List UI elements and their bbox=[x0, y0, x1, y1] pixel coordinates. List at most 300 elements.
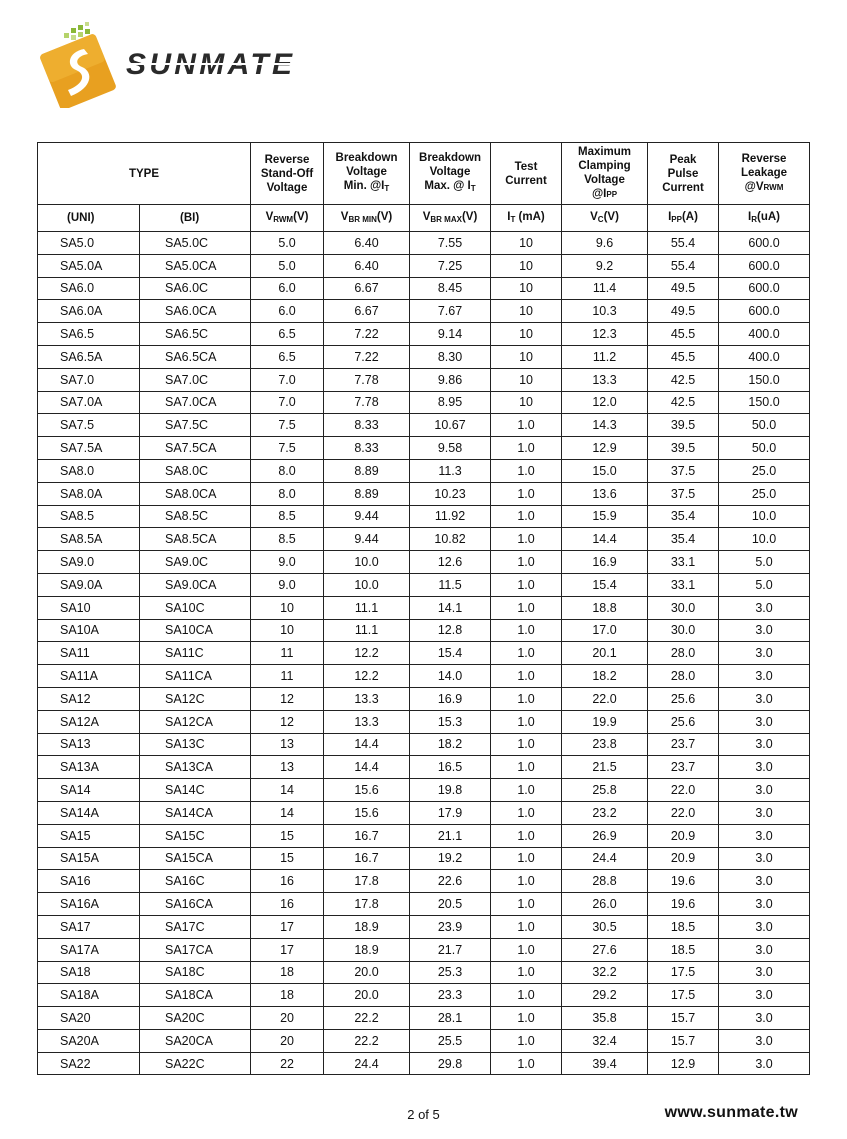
peak-pulse-current-cell: 20.9 bbox=[648, 847, 719, 870]
leakage-current-cell: 150.0 bbox=[719, 368, 810, 391]
test-current-cell: 1.0 bbox=[491, 733, 562, 756]
vrwm-cell: 16 bbox=[251, 893, 324, 916]
leakage-current-cell: 3.0 bbox=[719, 824, 810, 847]
clamping-voltage-cell: 14.3 bbox=[562, 414, 648, 437]
vbr-min-cell: 7.22 bbox=[324, 323, 410, 346]
uni-type-cell: SA18A bbox=[38, 984, 140, 1007]
clamping-voltage-cell: 32.4 bbox=[562, 1029, 648, 1052]
clamping-voltage-cell: 32.2 bbox=[562, 961, 648, 984]
uni-type-cell: SA11 bbox=[38, 642, 140, 665]
clamping-voltage-cell: 11.4 bbox=[562, 277, 648, 300]
vbr-max-cell: 19.8 bbox=[410, 779, 491, 802]
table-row bbox=[38, 1052, 810, 1075]
uni-type-cell: SA12 bbox=[38, 687, 140, 710]
clamping-voltage-cell: 13.6 bbox=[562, 482, 648, 505]
vbr-min-cell: 17.8 bbox=[324, 893, 410, 916]
vbr-max-cell: 12.6 bbox=[410, 551, 491, 574]
uni-type-cell: SA9.0 bbox=[38, 551, 140, 574]
bi-type-cell: SA11CA bbox=[140, 665, 251, 688]
vbr-max-cell: 23.3 bbox=[410, 984, 491, 1007]
uni-type-cell: SA5.0 bbox=[38, 232, 140, 255]
vbr-max-cell: 14.0 bbox=[410, 665, 491, 688]
bi-type-cell: SA16C bbox=[140, 870, 251, 893]
vrwm-cell: 6.5 bbox=[251, 345, 324, 368]
table-row bbox=[38, 665, 810, 688]
vbr-max-cell: 15.4 bbox=[410, 642, 491, 665]
peak-pulse-current-cell: 35.4 bbox=[648, 505, 719, 528]
test-current-cell: 10 bbox=[491, 368, 562, 391]
test-current-cell: 1.0 bbox=[491, 596, 562, 619]
leakage-current-cell: 3.0 bbox=[719, 870, 810, 893]
clamping-voltage-cell: 19.9 bbox=[562, 710, 648, 733]
vbr-min-cell: 16.7 bbox=[324, 847, 410, 870]
bi-type-cell: SA17CA bbox=[140, 938, 251, 961]
table-row bbox=[38, 961, 810, 984]
table-row bbox=[38, 1007, 810, 1030]
vbr-min-cell: 6.67 bbox=[324, 300, 410, 323]
clamping-voltage-cell: 26.9 bbox=[562, 824, 648, 847]
test-current-cell: 1.0 bbox=[491, 687, 562, 710]
vbr-max-cell: 8.95 bbox=[410, 391, 491, 414]
test-current-cell: 1.0 bbox=[491, 756, 562, 779]
vbr-min-cell: 22.2 bbox=[324, 1029, 410, 1052]
bi-type-cell: SA20C bbox=[140, 1007, 251, 1030]
vbr-max-cell: 18.2 bbox=[410, 733, 491, 756]
vbr-min-cell: 24.4 bbox=[324, 1052, 410, 1075]
peak-pulse-current-cell: 37.5 bbox=[648, 482, 719, 505]
vrwm-cell: 18 bbox=[251, 984, 324, 1007]
header-row bbox=[38, 143, 810, 205]
table-row bbox=[38, 619, 810, 642]
peak-pulse-current-cell: 39.5 bbox=[648, 414, 719, 437]
vrwm-cell: 7.0 bbox=[251, 368, 324, 391]
uni-type-cell: SA6.5A bbox=[38, 345, 140, 368]
leakage-current-cell: 3.0 bbox=[719, 619, 810, 642]
test-current-cell: 1.0 bbox=[491, 1052, 562, 1075]
uni-type-cell: SA15 bbox=[38, 824, 140, 847]
table-row bbox=[38, 528, 810, 551]
peak-pulse-current-cell: 42.5 bbox=[648, 391, 719, 414]
peak-pulse-current-cell: 49.5 bbox=[648, 300, 719, 323]
vbr-min-cell: 17.8 bbox=[324, 870, 410, 893]
test-current-cell: 1.0 bbox=[491, 847, 562, 870]
electrical-characteristics-table bbox=[37, 142, 810, 1075]
test-current-cell: 10 bbox=[491, 345, 562, 368]
vbr-max-cell: 20.5 bbox=[410, 893, 491, 916]
vbr-min-cell: 12.2 bbox=[324, 665, 410, 688]
peak-pulse-current-cell: 55.4 bbox=[648, 232, 719, 255]
vbr-min-cell: 18.9 bbox=[324, 938, 410, 961]
vbr-max-cell: 23.9 bbox=[410, 915, 491, 938]
vbr-max-cell: 8.45 bbox=[410, 277, 491, 300]
clamping-voltage-cell: 23.8 bbox=[562, 733, 648, 756]
test-current-cell: 10 bbox=[491, 391, 562, 414]
leakage-current-cell: 3.0 bbox=[719, 961, 810, 984]
uni-unit: (UNI) bbox=[38, 205, 140, 232]
peak-pulse-current-cell: 19.6 bbox=[648, 870, 719, 893]
clamping-voltage-cell: 28.8 bbox=[562, 870, 648, 893]
test-current-cell: 1.0 bbox=[491, 893, 562, 916]
table-row bbox=[38, 756, 810, 779]
leakage-current-cell: 3.0 bbox=[719, 1007, 810, 1030]
clamping-voltage-cell: 16.9 bbox=[562, 551, 648, 574]
bi-type-cell: SA13C bbox=[140, 733, 251, 756]
uni-type-cell: SA20 bbox=[38, 1007, 140, 1030]
leakage-current-cell: 10.0 bbox=[719, 528, 810, 551]
leakage-current-cell: 600.0 bbox=[719, 232, 810, 255]
bi-type-cell: SA22C bbox=[140, 1052, 251, 1075]
vrwm-cell: 18 bbox=[251, 961, 324, 984]
vbr-max-cell: 16.5 bbox=[410, 756, 491, 779]
uni-type-cell: SA7.0A bbox=[38, 391, 140, 414]
leakage-current-cell: 3.0 bbox=[719, 642, 810, 665]
max-clamping-header: Maximum Clamping Voltage @IPP bbox=[562, 143, 648, 205]
peak-pulse-current-cell: 15.7 bbox=[648, 1029, 719, 1052]
vbr-max-cell: 21.1 bbox=[410, 824, 491, 847]
vrwm-cell: 10 bbox=[251, 596, 324, 619]
vbr-min-cell: 20.0 bbox=[324, 984, 410, 1007]
leakage-current-cell: 3.0 bbox=[719, 1029, 810, 1052]
breakdown-min-header: Breakdown Voltage Min. $@I_T$ bbox=[324, 143, 410, 205]
peak-pulse-current-cell: 20.9 bbox=[648, 824, 719, 847]
vbr-min-cell: 18.9 bbox=[324, 915, 410, 938]
clamping-voltage-cell: 15.4 bbox=[562, 573, 648, 596]
bi-type-cell: SA8.0C bbox=[140, 459, 251, 482]
bi-type-cell: SA7.0C bbox=[140, 368, 251, 391]
bi-type-cell: SA7.5CA bbox=[140, 437, 251, 460]
table-row bbox=[38, 870, 810, 893]
it-unit: $I_T$ (mA) bbox=[491, 205, 562, 232]
uni-type-cell: SA9.0A bbox=[38, 573, 140, 596]
bi-type-cell: SA12C bbox=[140, 687, 251, 710]
peak-pulse-current-cell: 55.4 bbox=[648, 254, 719, 277]
peak-pulse-current-cell: 37.5 bbox=[648, 459, 719, 482]
table-row bbox=[38, 368, 810, 391]
table-row bbox=[38, 232, 810, 255]
uni-type-cell: SA18 bbox=[38, 961, 140, 984]
units-row bbox=[38, 205, 810, 232]
vbr-min-cell: 10.0 bbox=[324, 573, 410, 596]
clamping-voltage-cell: 35.8 bbox=[562, 1007, 648, 1030]
ipp-unit: $I_{PP}(A)$ bbox=[648, 205, 719, 232]
table-row bbox=[38, 482, 810, 505]
clamping-voltage-cell: 11.2 bbox=[562, 345, 648, 368]
vrwm-cell: 5.0 bbox=[251, 232, 324, 255]
test-current-cell: 1.0 bbox=[491, 642, 562, 665]
bi-type-cell: SA18CA bbox=[140, 984, 251, 1007]
vbr-min-cell: 11.1 bbox=[324, 596, 410, 619]
vbr-min-cell: 14.4 bbox=[324, 733, 410, 756]
vbr-max-cell: 15.3 bbox=[410, 710, 491, 733]
clamping-voltage-cell: 12.3 bbox=[562, 323, 648, 346]
vrwm-cell: 22 bbox=[251, 1052, 324, 1075]
test-current-cell: 10 bbox=[491, 323, 562, 346]
vrwm-cell: 5.0 bbox=[251, 254, 324, 277]
vrwm-cell: 12 bbox=[251, 710, 324, 733]
table-row bbox=[38, 824, 810, 847]
test-current-cell: 1.0 bbox=[491, 801, 562, 824]
vrwm-cell: 17 bbox=[251, 938, 324, 961]
leakage-current-cell: 400.0 bbox=[719, 323, 810, 346]
vrwm-cell: 20 bbox=[251, 1007, 324, 1030]
test-current-cell: 1.0 bbox=[491, 779, 562, 802]
bi-type-cell: SA20CA bbox=[140, 1029, 251, 1052]
clamping-voltage-cell: 15.9 bbox=[562, 505, 648, 528]
vrwm-cell: 6.0 bbox=[251, 277, 324, 300]
table-row bbox=[38, 277, 810, 300]
vbr-max-cell: 28.1 bbox=[410, 1007, 491, 1030]
vbr-min-cell: 16.7 bbox=[324, 824, 410, 847]
uni-type-cell: SA7.5 bbox=[38, 414, 140, 437]
peak-pulse-current-cell: 30.0 bbox=[648, 596, 719, 619]
bi-type-cell: SA15CA bbox=[140, 847, 251, 870]
vbr-max-cell: 25.3 bbox=[410, 961, 491, 984]
clamping-voltage-cell: 23.2 bbox=[562, 801, 648, 824]
peak-pulse-current-cell: 18.5 bbox=[648, 915, 719, 938]
clamping-voltage-cell: 27.6 bbox=[562, 938, 648, 961]
leakage-current-cell: 3.0 bbox=[719, 596, 810, 619]
leakage-current-cell: 600.0 bbox=[719, 300, 810, 323]
clamping-voltage-cell: 20.1 bbox=[562, 642, 648, 665]
table-row bbox=[38, 391, 810, 414]
uni-type-cell: SA8.0 bbox=[38, 459, 140, 482]
peak-pulse-current-cell: 22.0 bbox=[648, 801, 719, 824]
bi-type-cell: SA8.5CA bbox=[140, 528, 251, 551]
table-row bbox=[38, 345, 810, 368]
peak-pulse-current-cell: 25.6 bbox=[648, 687, 719, 710]
vbr-max-cell: 10.82 bbox=[410, 528, 491, 551]
uni-type-cell: SA6.0 bbox=[38, 277, 140, 300]
vbr-min-cell: 13.3 bbox=[324, 710, 410, 733]
peak-pulse-current-cell: 33.1 bbox=[648, 573, 719, 596]
clamping-voltage-cell: 10.3 bbox=[562, 300, 648, 323]
clamping-voltage-cell: 24.4 bbox=[562, 847, 648, 870]
test-current-cell: 1.0 bbox=[491, 482, 562, 505]
table-row bbox=[38, 551, 810, 574]
peak-pulse-current-cell: 28.0 bbox=[648, 642, 719, 665]
vbr-min-cell: 22.2 bbox=[324, 1007, 410, 1030]
vbr-max-cell: 8.30 bbox=[410, 345, 491, 368]
vrwm-cell: 9.0 bbox=[251, 573, 324, 596]
table-row bbox=[38, 300, 810, 323]
uni-type-cell: SA6.0A bbox=[38, 300, 140, 323]
test-current-cell: 1.0 bbox=[491, 459, 562, 482]
vbr-max-cell: 11.3 bbox=[410, 459, 491, 482]
test-current-cell: 1.0 bbox=[491, 1029, 562, 1052]
test-current-cell: 1.0 bbox=[491, 710, 562, 733]
bi-type-cell: SA9.0CA bbox=[140, 573, 251, 596]
bi-type-cell: SA18C bbox=[140, 961, 251, 984]
clamping-voltage-cell: 12.9 bbox=[562, 437, 648, 460]
table-row bbox=[38, 573, 810, 596]
leakage-current-cell: 10.0 bbox=[719, 505, 810, 528]
peak-pulse-current-cell: 28.0 bbox=[648, 665, 719, 688]
table-row bbox=[38, 459, 810, 482]
clamping-voltage-cell: 26.0 bbox=[562, 893, 648, 916]
leakage-current-cell: 3.0 bbox=[719, 710, 810, 733]
breakdown-max-header: Breakdown Voltage Max. @ $I_T$ bbox=[410, 143, 491, 205]
vrwm-cell: 6.0 bbox=[251, 300, 324, 323]
clamping-voltage-cell: 14.4 bbox=[562, 528, 648, 551]
vrwm-cell: 11 bbox=[251, 665, 324, 688]
leakage-current-cell: 3.0 bbox=[719, 847, 810, 870]
leakage-current-cell: 3.0 bbox=[719, 915, 810, 938]
vrwm-cell: 8.0 bbox=[251, 482, 324, 505]
test-current-cell: 1.0 bbox=[491, 573, 562, 596]
uni-type-cell: SA14A bbox=[38, 801, 140, 824]
clamping-voltage-cell: 39.4 bbox=[562, 1052, 648, 1075]
vbr-max-cell: 10.67 bbox=[410, 414, 491, 437]
uni-type-cell: SA17A bbox=[38, 938, 140, 961]
peak-pulse-current-cell: 15.7 bbox=[648, 1007, 719, 1030]
vbr-max-cell: 17.9 bbox=[410, 801, 491, 824]
bi-type-cell: SA8.0CA bbox=[140, 482, 251, 505]
table-row bbox=[38, 733, 810, 756]
peak-pulse-current-cell: 35.4 bbox=[648, 528, 719, 551]
bi-type-cell: SA12CA bbox=[140, 710, 251, 733]
leakage-current-cell: 3.0 bbox=[719, 779, 810, 802]
vbr-max-cell: 11.92 bbox=[410, 505, 491, 528]
peak-pulse-current-cell: 49.5 bbox=[648, 277, 719, 300]
bi-type-cell: SA14C bbox=[140, 779, 251, 802]
uni-type-cell: SA16A bbox=[38, 893, 140, 916]
test-current-cell: 1.0 bbox=[491, 619, 562, 642]
vrwm-cell: 16 bbox=[251, 870, 324, 893]
sunmate-logo bbox=[38, 22, 300, 108]
vbr-max-cell: 16.9 bbox=[410, 687, 491, 710]
table-row bbox=[38, 938, 810, 961]
clamping-voltage-cell: 29.2 bbox=[562, 984, 648, 1007]
leakage-current-cell: 400.0 bbox=[719, 345, 810, 368]
table-row bbox=[38, 847, 810, 870]
leakage-current-cell: 3.0 bbox=[719, 1052, 810, 1075]
uni-type-cell: SA7.5A bbox=[38, 437, 140, 460]
test-current-cell: 1.0 bbox=[491, 528, 562, 551]
vrwm-cell: 14 bbox=[251, 779, 324, 802]
peak-pulse-header: Peak Pulse Current bbox=[648, 143, 719, 205]
vbr-min-cell: 7.78 bbox=[324, 391, 410, 414]
vbr-min-cell: 8.89 bbox=[324, 459, 410, 482]
ir-unit: $I_R(uA)$ bbox=[719, 205, 810, 232]
test-current-cell: 1.0 bbox=[491, 870, 562, 893]
bi-type-cell: SA10C bbox=[140, 596, 251, 619]
vrwm-cell: 15 bbox=[251, 824, 324, 847]
bi-type-cell: SA7.5C bbox=[140, 414, 251, 437]
leakage-current-cell: 3.0 bbox=[719, 733, 810, 756]
vrwm-cell: 14 bbox=[251, 801, 324, 824]
vbr-min-cell: 7.22 bbox=[324, 345, 410, 368]
table-body bbox=[38, 232, 810, 1075]
uni-type-cell: SA10A bbox=[38, 619, 140, 642]
vbr-max-cell: 14.1 bbox=[410, 596, 491, 619]
website-url[interactable]: www.sunmate.tw bbox=[664, 1104, 798, 1121]
test-current-cell: 1.0 bbox=[491, 961, 562, 984]
bi-type-cell: SA6.5CA bbox=[140, 345, 251, 368]
vbr-min-cell: 8.33 bbox=[324, 437, 410, 460]
bi-type-cell: SA8.5C bbox=[140, 505, 251, 528]
peak-pulse-current-cell: 23.7 bbox=[648, 733, 719, 756]
vbr-min-cell: 8.89 bbox=[324, 482, 410, 505]
test-current-cell: 1.0 bbox=[491, 437, 562, 460]
reverse-leakage-header: Reverse Leakage @VRWM bbox=[719, 143, 810, 205]
peak-pulse-current-cell: 45.5 bbox=[648, 323, 719, 346]
peak-pulse-current-cell: 17.5 bbox=[648, 961, 719, 984]
table-row bbox=[38, 505, 810, 528]
uni-type-cell: SA13 bbox=[38, 733, 140, 756]
clamping-voltage-cell: 17.0 bbox=[562, 619, 648, 642]
vbr-min-cell: 13.3 bbox=[324, 687, 410, 710]
leakage-current-cell: 3.0 bbox=[719, 801, 810, 824]
vbr-min-cell: 20.0 bbox=[324, 961, 410, 984]
bi-type-cell: SA10CA bbox=[140, 619, 251, 642]
bi-unit: (BI) bbox=[140, 205, 251, 232]
vrwm-unit: $V_{RWM}(V)$ bbox=[251, 205, 324, 232]
test-current-cell: 10 bbox=[491, 232, 562, 255]
test-current-cell: 1.0 bbox=[491, 938, 562, 961]
vbr-min-cell: 12.2 bbox=[324, 642, 410, 665]
vbr-min-cell: 11.1 bbox=[324, 619, 410, 642]
vrwm-cell: 11 bbox=[251, 642, 324, 665]
clamping-voltage-cell: 13.3 bbox=[562, 368, 648, 391]
bi-type-cell: SA17C bbox=[140, 915, 251, 938]
vbr-max-cell: 11.5 bbox=[410, 573, 491, 596]
peak-pulse-current-cell: 19.6 bbox=[648, 893, 719, 916]
leakage-current-cell: 3.0 bbox=[719, 893, 810, 916]
test-current-cell: 1.0 bbox=[491, 984, 562, 1007]
vbr-min-cell: 8.33 bbox=[324, 414, 410, 437]
vrwm-cell: 17 bbox=[251, 915, 324, 938]
leakage-current-cell: 150.0 bbox=[719, 391, 810, 414]
vrwm-cell: 6.5 bbox=[251, 323, 324, 346]
vrwm-cell: 12 bbox=[251, 687, 324, 710]
clamping-voltage-cell: 15.0 bbox=[562, 459, 648, 482]
clamping-voltage-cell: 21.5 bbox=[562, 756, 648, 779]
vbr-max-cell: 7.55 bbox=[410, 232, 491, 255]
vbr-max-cell: 7.67 bbox=[410, 300, 491, 323]
vrwm-cell: 13 bbox=[251, 733, 324, 756]
clamping-voltage-cell: 30.5 bbox=[562, 915, 648, 938]
bi-type-cell: SA6.5C bbox=[140, 323, 251, 346]
table-row bbox=[38, 437, 810, 460]
vbr-min-cell: 6.40 bbox=[324, 232, 410, 255]
bi-type-cell: SA14CA bbox=[140, 801, 251, 824]
vbr-max-cell: 9.58 bbox=[410, 437, 491, 460]
vrwm-cell: 10 bbox=[251, 619, 324, 642]
uni-type-cell: SA7.0 bbox=[38, 368, 140, 391]
uni-type-cell: SA20A bbox=[38, 1029, 140, 1052]
test-current-header: Test Current bbox=[491, 143, 562, 205]
vrwm-cell: 9.0 bbox=[251, 551, 324, 574]
svg-text:SUNMATE: SUNMATE bbox=[126, 48, 296, 81]
table-row bbox=[38, 801, 810, 824]
bi-type-cell: SA5.0CA bbox=[140, 254, 251, 277]
vbr-min-cell: 9.44 bbox=[324, 505, 410, 528]
peak-pulse-current-cell: 17.5 bbox=[648, 984, 719, 1007]
leakage-current-cell: 3.0 bbox=[719, 938, 810, 961]
vbr-max-cell: 25.5 bbox=[410, 1029, 491, 1052]
uni-type-cell: SA5.0A bbox=[38, 254, 140, 277]
vrwm-cell: 8.5 bbox=[251, 505, 324, 528]
vbr-min-cell: 9.44 bbox=[324, 528, 410, 551]
vrwm-cell: 20 bbox=[251, 1029, 324, 1052]
uni-type-cell: SA17 bbox=[38, 915, 140, 938]
test-current-cell: 1.0 bbox=[491, 665, 562, 688]
table-row bbox=[38, 254, 810, 277]
uni-type-cell: SA8.5 bbox=[38, 505, 140, 528]
vbr-max-cell: 29.8 bbox=[410, 1052, 491, 1075]
peak-pulse-current-cell: 22.0 bbox=[648, 779, 719, 802]
bi-type-cell: SA11C bbox=[140, 642, 251, 665]
